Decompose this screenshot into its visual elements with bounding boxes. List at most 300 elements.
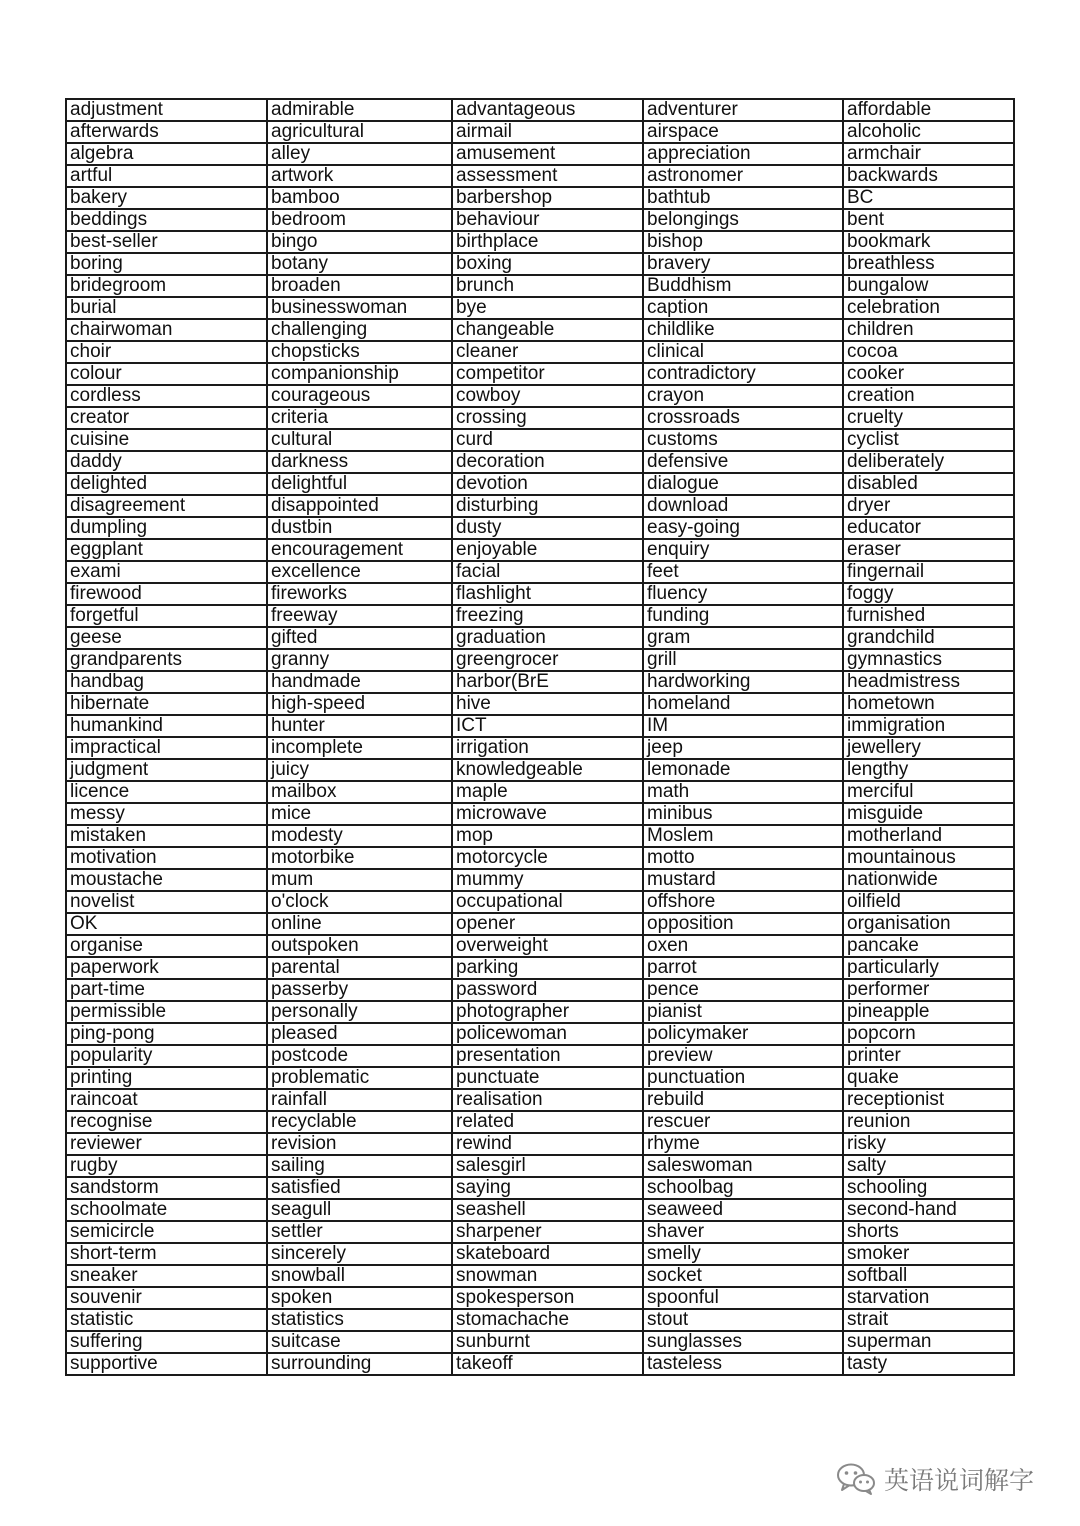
table-cell: bamboo bbox=[267, 187, 452, 209]
table-cell: cordless bbox=[66, 385, 267, 407]
table-cell: motherland bbox=[843, 825, 1014, 847]
table-cell: receptionist bbox=[843, 1089, 1014, 1111]
table-cell: competitor bbox=[452, 363, 643, 385]
table-cell: pleased bbox=[267, 1023, 452, 1045]
table-cell: harbor(BrE bbox=[452, 671, 643, 693]
table-cell: creation bbox=[843, 385, 1014, 407]
table-cell: motivation bbox=[66, 847, 267, 869]
table-cell: changeable bbox=[452, 319, 643, 341]
table-cell: seagull bbox=[267, 1199, 452, 1221]
table-row bbox=[66, 231, 1014, 253]
table-row bbox=[66, 1133, 1014, 1155]
table-cell: Buddhism bbox=[643, 275, 843, 297]
table-cell: spoken bbox=[267, 1287, 452, 1309]
table-cell: airspace bbox=[643, 121, 843, 143]
table-cell: takeoff bbox=[452, 1353, 643, 1375]
table-cell: disturbing bbox=[452, 495, 643, 517]
table-row bbox=[66, 209, 1014, 231]
table-cell: permissible bbox=[66, 1001, 267, 1023]
table-cell: dialogue bbox=[643, 473, 843, 495]
table-cell: airmail bbox=[452, 121, 643, 143]
table-cell: pence bbox=[643, 979, 843, 1001]
table-cell: sharpener bbox=[452, 1221, 643, 1243]
table-cell: problematic bbox=[267, 1067, 452, 1089]
table-cell: celebration bbox=[843, 297, 1014, 319]
table-cell: printing bbox=[66, 1067, 267, 1089]
table-cell: hometown bbox=[843, 693, 1014, 715]
table-row bbox=[66, 407, 1014, 429]
table-cell: disagreement bbox=[66, 495, 267, 517]
table-cell: high-speed bbox=[267, 693, 452, 715]
table-cell: dumpling bbox=[66, 517, 267, 539]
table-cell: ICT bbox=[452, 715, 643, 737]
table-row bbox=[66, 913, 1014, 935]
watermark bbox=[836, 1461, 1034, 1497]
table-cell: crayon bbox=[643, 385, 843, 407]
table-cell: encouragement bbox=[267, 539, 452, 561]
table-cell: foggy bbox=[843, 583, 1014, 605]
table-cell: performer bbox=[843, 979, 1014, 1001]
table-cell: punctuate bbox=[452, 1067, 643, 1089]
table-row bbox=[66, 1111, 1014, 1133]
table-cell: settler bbox=[267, 1221, 452, 1243]
table-cell: parking bbox=[452, 957, 643, 979]
table-cell: seashell bbox=[452, 1199, 643, 1221]
table-cell: customs bbox=[643, 429, 843, 451]
table-row bbox=[66, 605, 1014, 627]
table-cell: bookmark bbox=[843, 231, 1014, 253]
table-cell: risky bbox=[843, 1133, 1014, 1155]
table-cell: cyclist bbox=[843, 429, 1014, 451]
table-cell: offshore bbox=[643, 891, 843, 913]
table-cell: chairwoman bbox=[66, 319, 267, 341]
table-row bbox=[66, 385, 1014, 407]
table-row bbox=[66, 297, 1014, 319]
table-cell: daddy bbox=[66, 451, 267, 473]
table-cell: broaden bbox=[267, 275, 452, 297]
table-row bbox=[66, 121, 1014, 143]
table-cell: IM bbox=[643, 715, 843, 737]
table-row bbox=[66, 319, 1014, 341]
table-cell: messy bbox=[66, 803, 267, 825]
table-cell: delighted bbox=[66, 473, 267, 495]
table-row bbox=[66, 253, 1014, 275]
table-cell: download bbox=[643, 495, 843, 517]
table-cell: disappointed bbox=[267, 495, 452, 517]
table-cell: deliberately bbox=[843, 451, 1014, 473]
table-cell: raincoat bbox=[66, 1089, 267, 1111]
table-cell: boring bbox=[66, 253, 267, 275]
table-cell: bingo bbox=[267, 231, 452, 253]
table-cell: companionship bbox=[267, 363, 452, 385]
table-cell: supportive bbox=[66, 1353, 267, 1375]
table-cell: headmistress bbox=[843, 671, 1014, 693]
table-row bbox=[66, 1353, 1014, 1375]
table-row bbox=[66, 671, 1014, 693]
table-cell: appreciation bbox=[643, 143, 843, 165]
table-cell: suffering bbox=[66, 1331, 267, 1353]
table-cell: preview bbox=[643, 1045, 843, 1067]
table-cell: minibus bbox=[643, 803, 843, 825]
table-cell: dusty bbox=[452, 517, 643, 539]
table-row bbox=[66, 165, 1014, 187]
table-cell: overweight bbox=[452, 935, 643, 957]
table-cell: admirable bbox=[267, 99, 452, 121]
table-cell: adjustment bbox=[66, 99, 267, 121]
table-cell: bravery bbox=[643, 253, 843, 275]
table-cell: bakery bbox=[66, 187, 267, 209]
table-cell: contradictory bbox=[643, 363, 843, 385]
table-cell: birthplace bbox=[452, 231, 643, 253]
table-cell: courageous bbox=[267, 385, 452, 407]
table-cell: Moslem bbox=[643, 825, 843, 847]
table-row bbox=[66, 275, 1014, 297]
table-cell: eggplant bbox=[66, 539, 267, 561]
table-cell: firewood bbox=[66, 583, 267, 605]
table-cell: exami bbox=[66, 561, 267, 583]
table-cell: sunglasses bbox=[643, 1331, 843, 1353]
table-cell: stout bbox=[643, 1309, 843, 1331]
table-row bbox=[66, 803, 1014, 825]
table-cell: quake bbox=[843, 1067, 1014, 1089]
table-cell: behaviour bbox=[452, 209, 643, 231]
table-cell: best-seller bbox=[66, 231, 267, 253]
table-cell: afterwards bbox=[66, 121, 267, 143]
table-cell: cowboy bbox=[452, 385, 643, 407]
table-cell: curd bbox=[452, 429, 643, 451]
table-cell: criteria bbox=[267, 407, 452, 429]
table-row bbox=[66, 1199, 1014, 1221]
table-cell: strait bbox=[843, 1309, 1014, 1331]
table-cell: geese bbox=[66, 627, 267, 649]
table-cell: rebuild bbox=[643, 1089, 843, 1111]
table-cell: softball bbox=[843, 1265, 1014, 1287]
table-row bbox=[66, 759, 1014, 781]
table-cell: rescuer bbox=[643, 1111, 843, 1133]
table-cell: sailing bbox=[267, 1155, 452, 1177]
table-cell: cruelty bbox=[843, 407, 1014, 429]
table-cell: beddings bbox=[66, 209, 267, 231]
table-cell: humankind bbox=[66, 715, 267, 737]
table-row bbox=[66, 1265, 1014, 1287]
table-row bbox=[66, 1287, 1014, 1309]
table-cell: children bbox=[843, 319, 1014, 341]
table-cell: motorcycle bbox=[452, 847, 643, 869]
table-cell: forgetful bbox=[66, 605, 267, 627]
table-cell: shaver bbox=[643, 1221, 843, 1243]
table-cell: saying bbox=[452, 1177, 643, 1199]
table-cell: immigration bbox=[843, 715, 1014, 737]
table-cell: socket bbox=[643, 1265, 843, 1287]
table-cell: cocoa bbox=[843, 341, 1014, 363]
table-cell: smelly bbox=[643, 1243, 843, 1265]
table-row bbox=[66, 1309, 1014, 1331]
table-cell: statistic bbox=[66, 1309, 267, 1331]
table-row bbox=[66, 363, 1014, 385]
table-cell: crossroads bbox=[643, 407, 843, 429]
table-cell: photographer bbox=[452, 1001, 643, 1023]
table-cell: motorbike bbox=[267, 847, 452, 869]
table-cell: darkness bbox=[267, 451, 452, 473]
table-row bbox=[66, 847, 1014, 869]
table-cell: salty bbox=[843, 1155, 1014, 1177]
table-cell: dustbin bbox=[267, 517, 452, 539]
table-row bbox=[66, 649, 1014, 671]
table-cell: artful bbox=[66, 165, 267, 187]
table-cell: punctuation bbox=[643, 1067, 843, 1089]
table-row bbox=[66, 979, 1014, 1001]
table-cell: reunion bbox=[843, 1111, 1014, 1133]
table-cell: opposition bbox=[643, 913, 843, 935]
table-cell: facial bbox=[452, 561, 643, 583]
table-cell: reviewer bbox=[66, 1133, 267, 1155]
table-cell: gifted bbox=[267, 627, 452, 649]
table-cell: popularity bbox=[66, 1045, 267, 1067]
table-cell: schoolmate bbox=[66, 1199, 267, 1221]
table-row bbox=[66, 1155, 1014, 1177]
table-cell: sandstorm bbox=[66, 1177, 267, 1199]
table-cell: cooker bbox=[843, 363, 1014, 385]
table-cell: enquiry bbox=[643, 539, 843, 561]
table-cell: rainfall bbox=[267, 1089, 452, 1111]
table-cell: bishop bbox=[643, 231, 843, 253]
table-row bbox=[66, 1089, 1014, 1111]
table-cell: juicy bbox=[267, 759, 452, 781]
table-cell: knowledgeable bbox=[452, 759, 643, 781]
table-row bbox=[66, 1045, 1014, 1067]
table-cell: ping-pong bbox=[66, 1023, 267, 1045]
table-cell: bridegroom bbox=[66, 275, 267, 297]
table-cell: gymnastics bbox=[843, 649, 1014, 671]
table-cell: maple bbox=[452, 781, 643, 803]
table-cell: affordable bbox=[843, 99, 1014, 121]
table-cell: recognise bbox=[66, 1111, 267, 1133]
table-row bbox=[66, 1067, 1014, 1089]
table-cell: fireworks bbox=[267, 583, 452, 605]
table-cell: short-term bbox=[66, 1243, 267, 1265]
vocabulary-table bbox=[65, 98, 1015, 1376]
table-cell: statistics bbox=[267, 1309, 452, 1331]
table-cell: mailbox bbox=[267, 781, 452, 803]
table-cell: devotion bbox=[452, 473, 643, 495]
table-cell: rewind bbox=[452, 1133, 643, 1155]
table-cell: seaweed bbox=[643, 1199, 843, 1221]
table-cell: parrot bbox=[643, 957, 843, 979]
table-row bbox=[66, 891, 1014, 913]
table-cell: gram bbox=[643, 627, 843, 649]
table-cell: astronomer bbox=[643, 165, 843, 187]
table-cell: popcorn bbox=[843, 1023, 1014, 1045]
table-cell: snowball bbox=[267, 1265, 452, 1287]
table-row bbox=[66, 1243, 1014, 1265]
table-cell: occupational bbox=[452, 891, 643, 913]
table-cell: oilfield bbox=[843, 891, 1014, 913]
table-cell: judgment bbox=[66, 759, 267, 781]
table-cell: nationwide bbox=[843, 869, 1014, 891]
table-cell: licence bbox=[66, 781, 267, 803]
table-cell: sunburnt bbox=[452, 1331, 643, 1353]
table-cell: starvation bbox=[843, 1287, 1014, 1309]
table-cell: disabled bbox=[843, 473, 1014, 495]
table-cell: boxing bbox=[452, 253, 643, 275]
table-cell: hardworking bbox=[643, 671, 843, 693]
table-cell: part-time bbox=[66, 979, 267, 1001]
table-cell: grandparents bbox=[66, 649, 267, 671]
table-cell: OK bbox=[66, 913, 267, 935]
table-cell: bungalow bbox=[843, 275, 1014, 297]
table-cell: saleswoman bbox=[643, 1155, 843, 1177]
table-cell: assessment bbox=[452, 165, 643, 187]
table-cell: freeway bbox=[267, 605, 452, 627]
table-cell: policewoman bbox=[452, 1023, 643, 1045]
table-cell: armchair bbox=[843, 143, 1014, 165]
table-cell: opener bbox=[452, 913, 643, 935]
table-cell: clinical bbox=[643, 341, 843, 363]
table-row bbox=[66, 715, 1014, 737]
table-cell: moustache bbox=[66, 869, 267, 891]
table-cell: irrigation bbox=[452, 737, 643, 759]
table-cell: agricultural bbox=[267, 121, 452, 143]
table-row bbox=[66, 99, 1014, 121]
table-cell: colour bbox=[66, 363, 267, 385]
table-cell: stomachache bbox=[452, 1309, 643, 1331]
table-cell: advantageous bbox=[452, 99, 643, 121]
table-cell: cleaner bbox=[452, 341, 643, 363]
table-row bbox=[66, 539, 1014, 561]
table-row bbox=[66, 451, 1014, 473]
table-cell: defensive bbox=[643, 451, 843, 473]
table-cell: sneaker bbox=[66, 1265, 267, 1287]
table-cell: businesswoman bbox=[267, 297, 452, 319]
table-cell: jeep bbox=[643, 737, 843, 759]
table-cell: organise bbox=[66, 935, 267, 957]
table-cell: handbag bbox=[66, 671, 267, 693]
table-cell: bathtub bbox=[643, 187, 843, 209]
table-cell: satisfied bbox=[267, 1177, 452, 1199]
table-cell: suitcase bbox=[267, 1331, 452, 1353]
table-cell: grill bbox=[643, 649, 843, 671]
table-cell: amusement bbox=[452, 143, 643, 165]
table-cell: dryer bbox=[843, 495, 1014, 517]
table-cell: second-hand bbox=[843, 1199, 1014, 1221]
table-cell: eraser bbox=[843, 539, 1014, 561]
table-cell: particularly bbox=[843, 957, 1014, 979]
table-cell: cuisine bbox=[66, 429, 267, 451]
table-row bbox=[66, 825, 1014, 847]
table-cell: pianist bbox=[643, 1001, 843, 1023]
table-cell: tasty bbox=[843, 1353, 1014, 1375]
table-cell: burial bbox=[66, 297, 267, 319]
table-cell: caption bbox=[643, 297, 843, 319]
table-cell: modesty bbox=[267, 825, 452, 847]
table-cell: crossing bbox=[452, 407, 643, 429]
table-cell: schoolbag bbox=[643, 1177, 843, 1199]
table-cell: barbershop bbox=[452, 187, 643, 209]
table-row bbox=[66, 627, 1014, 649]
table-row bbox=[66, 187, 1014, 209]
table-cell: artwork bbox=[267, 165, 452, 187]
table-cell: pineapple bbox=[843, 1001, 1014, 1023]
table-cell: skateboard bbox=[452, 1243, 643, 1265]
table-cell: creator bbox=[66, 407, 267, 429]
table-cell: furnished bbox=[843, 605, 1014, 627]
table-row bbox=[66, 693, 1014, 715]
table-cell: enjoyable bbox=[452, 539, 643, 561]
table-cell: lemonade bbox=[643, 759, 843, 781]
table-row bbox=[66, 429, 1014, 451]
table-cell: novelist bbox=[66, 891, 267, 913]
table-cell: BC bbox=[843, 187, 1014, 209]
table-cell: homeland bbox=[643, 693, 843, 715]
table-cell: souvenir bbox=[66, 1287, 267, 1309]
table-cell: incomplete bbox=[267, 737, 452, 759]
table-cell: grandchild bbox=[843, 627, 1014, 649]
table-cell: o'clock bbox=[267, 891, 452, 913]
table-cell: spoonful bbox=[643, 1287, 843, 1309]
table-cell: online bbox=[267, 913, 452, 935]
table-cell: surrounding bbox=[267, 1353, 452, 1375]
table-cell: educator bbox=[843, 517, 1014, 539]
table-cell: printer bbox=[843, 1045, 1014, 1067]
table-cell: freezing bbox=[452, 605, 643, 627]
table-cell: bye bbox=[452, 297, 643, 319]
table-cell: parental bbox=[267, 957, 452, 979]
table-cell: hibernate bbox=[66, 693, 267, 715]
table-cell: graduation bbox=[452, 627, 643, 649]
table-cell: granny bbox=[267, 649, 452, 671]
table-cell: algebra bbox=[66, 143, 267, 165]
table-cell: botany bbox=[267, 253, 452, 275]
table-cell: microwave bbox=[452, 803, 643, 825]
table-row bbox=[66, 1221, 1014, 1243]
table-cell: chopsticks bbox=[267, 341, 452, 363]
table-cell: fingernail bbox=[843, 561, 1014, 583]
table-cell: rhyme bbox=[643, 1133, 843, 1155]
table-cell: bedroom bbox=[267, 209, 452, 231]
table-cell: recyclable bbox=[267, 1111, 452, 1133]
table-cell: realisation bbox=[452, 1089, 643, 1111]
table-cell: hive bbox=[452, 693, 643, 715]
table-cell: brunch bbox=[452, 275, 643, 297]
table-cell: rugby bbox=[66, 1155, 267, 1177]
table-cell: challenging bbox=[267, 319, 452, 341]
table-row bbox=[66, 869, 1014, 891]
table-cell: sincerely bbox=[267, 1243, 452, 1265]
table-cell: personally bbox=[267, 1001, 452, 1023]
table-cell: oxen bbox=[643, 935, 843, 957]
table-cell: salesgirl bbox=[452, 1155, 643, 1177]
table-cell: backwards bbox=[843, 165, 1014, 187]
table-cell: hunter bbox=[267, 715, 452, 737]
table-row bbox=[66, 561, 1014, 583]
table-cell: breathless bbox=[843, 253, 1014, 275]
table-cell: math bbox=[643, 781, 843, 803]
table-cell: funding bbox=[643, 605, 843, 627]
table-cell: revision bbox=[267, 1133, 452, 1155]
table-cell: mountainous bbox=[843, 847, 1014, 869]
table-row bbox=[66, 935, 1014, 957]
table-cell: merciful bbox=[843, 781, 1014, 803]
table-row bbox=[66, 1331, 1014, 1353]
table-cell: snowman bbox=[452, 1265, 643, 1287]
table-cell: fluency bbox=[643, 583, 843, 605]
table-row bbox=[66, 517, 1014, 539]
table-cell: decoration bbox=[452, 451, 643, 473]
table-cell: superman bbox=[843, 1331, 1014, 1353]
table-cell: related bbox=[452, 1111, 643, 1133]
table-cell: passerby bbox=[267, 979, 452, 1001]
table-cell: choir bbox=[66, 341, 267, 363]
